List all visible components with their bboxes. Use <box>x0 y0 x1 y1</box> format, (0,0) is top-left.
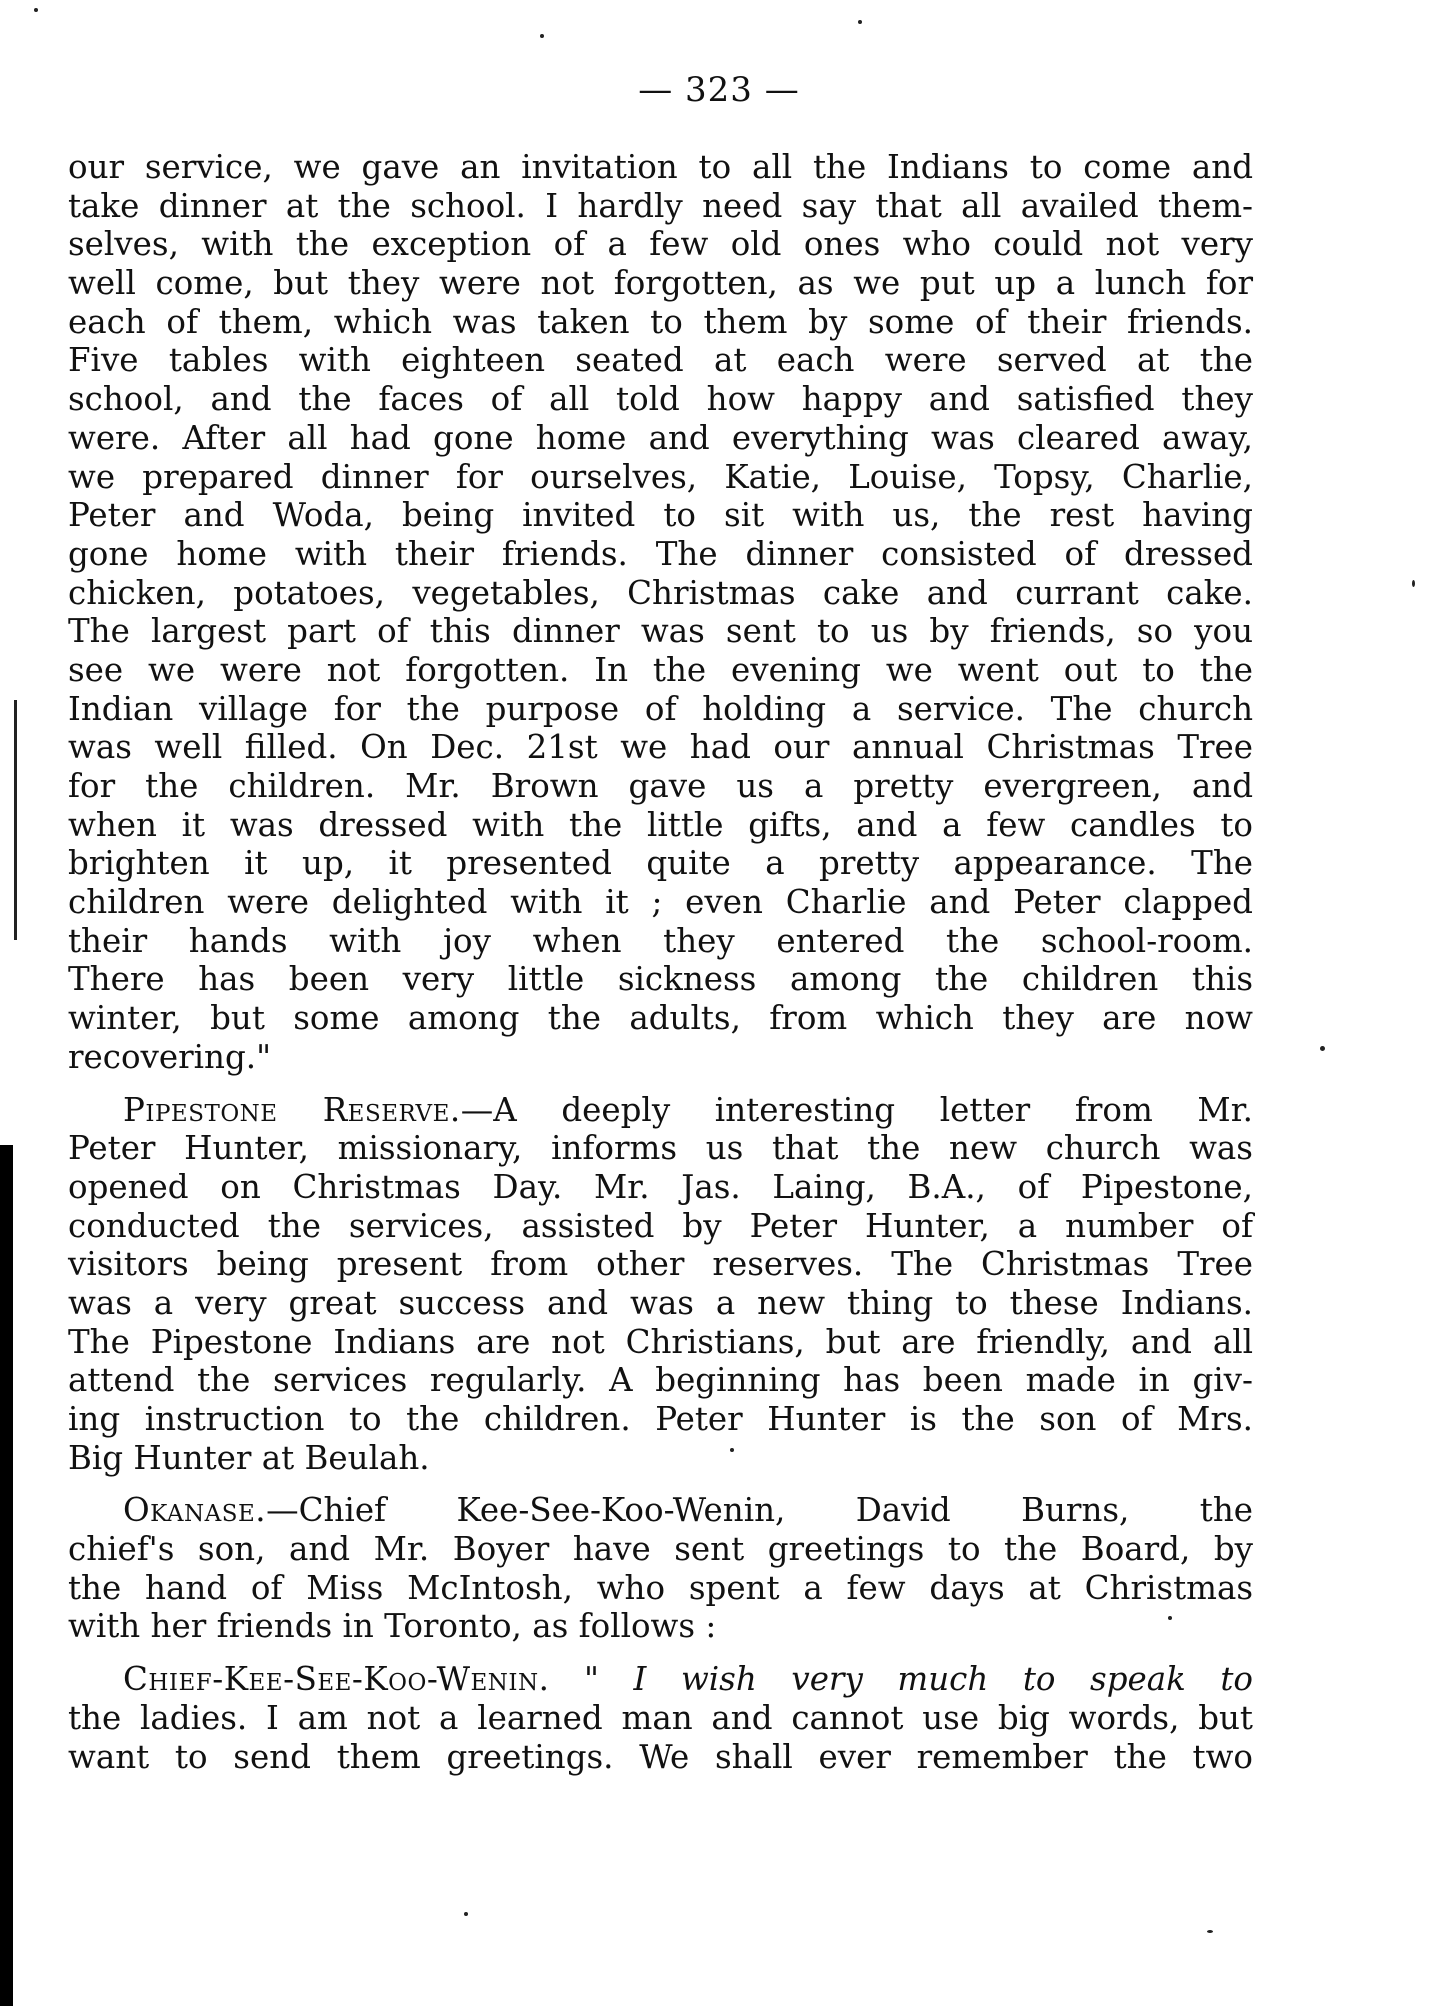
text-line: The largest part of this dinner was sent to us by friends, so you <box>68 612 1253 651</box>
text-line: the ladies. I am not a learned man and cannot use big words, but <box>68 1698 1253 1737</box>
text-line: recovering." <box>68 1037 272 1076</box>
text-line <box>68 1491 1253 1530</box>
scan-speck <box>858 20 862 24</box>
text-line: attend the services regularly. A beginning has been made in giv- <box>68 1361 1253 1400</box>
text-line: winter, but some among the adults, from which they are now <box>68 999 1253 1038</box>
text-line: gone home with their friends. The dinner consisted of dressed <box>68 534 1253 573</box>
scan-binding-shadow <box>0 1145 13 2006</box>
text-line: when it was dressed with the little gifts, and a few candles to <box>68 805 1253 844</box>
paragraph-pipestone-reserve <box>68 1091 1253 1478</box>
text-line: ing instruction to the children. Peter Hunter is the son of Mrs. <box>68 1400 1253 1438</box>
page-number: — 323 — <box>638 70 800 110</box>
text-line: selves, with the exception of a few old ones who could not very <box>68 225 1253 264</box>
text-line: well come, but they were not forgotten, as we put up a lunch for <box>68 264 1253 303</box>
text-line: school, and the faces of all told how happy and satisfied they <box>68 380 1253 419</box>
text-line: want to send them greetings. We shall ever remember the two <box>68 1737 1253 1776</box>
text-line: conducted the services, assisted by Peter Hunter, a number of <box>68 1206 1253 1245</box>
text-line <box>68 1660 1253 1699</box>
text-line: was a very great success and was a new thing to these Indians. <box>68 1283 1253 1322</box>
text-line: children were delighted with it ; even Charlie and Peter clapped <box>68 883 1253 922</box>
text-line: their hands with joy when they entered the school-room. <box>68 921 1253 960</box>
text-line: brighten it up, it presented quite a pretty appearance. The <box>68 844 1253 883</box>
section-heading: Okanase. <box>123 1491 267 1530</box>
paragraph-school-christmas <box>68 148 1253 1077</box>
text-line: opened on Christmas Day. Mr. Jas. Laing, B.A., of Pipestone, <box>68 1167 1253 1206</box>
scan-speck <box>1412 580 1415 587</box>
text-line: we prepared dinner for ourselves, Katie, Louise, Topsy, Charlie, <box>68 457 1253 496</box>
text-line <box>68 1091 1253 1130</box>
text-line: Peter and Woda, being invited to sit with us, the rest having <box>68 496 1253 535</box>
text-line: with her friends in Toronto, as follows : <box>68 1607 717 1646</box>
text-line: Big Hunter at Beulah. <box>68 1438 430 1477</box>
text-line: the hand of Miss McIntosh, who spent a few days at Christmas <box>68 1568 1253 1607</box>
text-line: Five tables with eighteen seated at each were served at the <box>68 341 1253 380</box>
paragraph-okanase <box>68 1491 1253 1646</box>
text-run: —A deeply interesting letter from Mr. <box>460 1090 1253 1129</box>
scan-speck <box>464 1912 468 1916</box>
text-line: take dinner at the school. I hardly need say that all availed them- <box>68 186 1253 225</box>
scan-speck <box>1320 1046 1325 1051</box>
text-run: —Chief Kee-See-Koo-Wenin, David Burns, the <box>266 1491 1253 1530</box>
text-line: for the children. Mr. Brown gave us a pretty evergreen, and <box>68 767 1253 805</box>
text-line: our service, we gave an invitation to all the Indians to come and <box>68 148 1253 186</box>
article-body <box>68 148 1253 1776</box>
section-heading: Chief-Kee-See-Koo-Wenin. <box>123 1660 550 1699</box>
scan-speck <box>34 8 38 12</box>
scan-edge-line <box>14 700 17 940</box>
text-line: chicken, potatoes, vegetables, Christmas cake and currant cake. <box>68 573 1253 612</box>
text-line: was well filled. On Dec. 21st we had our annual Christmas Tree <box>68 728 1253 767</box>
text-run: " I wish very much to speak to <box>549 1660 1253 1699</box>
text-line: see we were not forgotten. In the evening we went out to the <box>68 650 1253 689</box>
text-line: The Pipestone Indians are not Christians, but are friendly, and all <box>68 1322 1253 1361</box>
text-line: chief's son, and Mr. Boyer have sent greetings to the Board, by <box>68 1530 1253 1569</box>
scan-speck <box>1207 1930 1213 1933</box>
text-line: each of them, which was taken to them by some of their friends. <box>68 302 1253 341</box>
text-line: Peter Hunter, missionary, informs us that the new church was <box>68 1129 1253 1168</box>
section-heading: Pipestone Reserve. <box>123 1090 461 1129</box>
text-line: were. After all had gone home and everything was cleared away, <box>68 418 1253 457</box>
paragraph-chief-greeting <box>68 1660 1253 1776</box>
text-line: visitors being present from other reserves. The Christmas Tree <box>68 1245 1253 1284</box>
text-line: Indian village for the purpose of holding a service. The church <box>68 689 1253 728</box>
text-line: There has been very little sickness among the children this <box>68 960 1253 999</box>
scan-speck <box>540 34 544 38</box>
